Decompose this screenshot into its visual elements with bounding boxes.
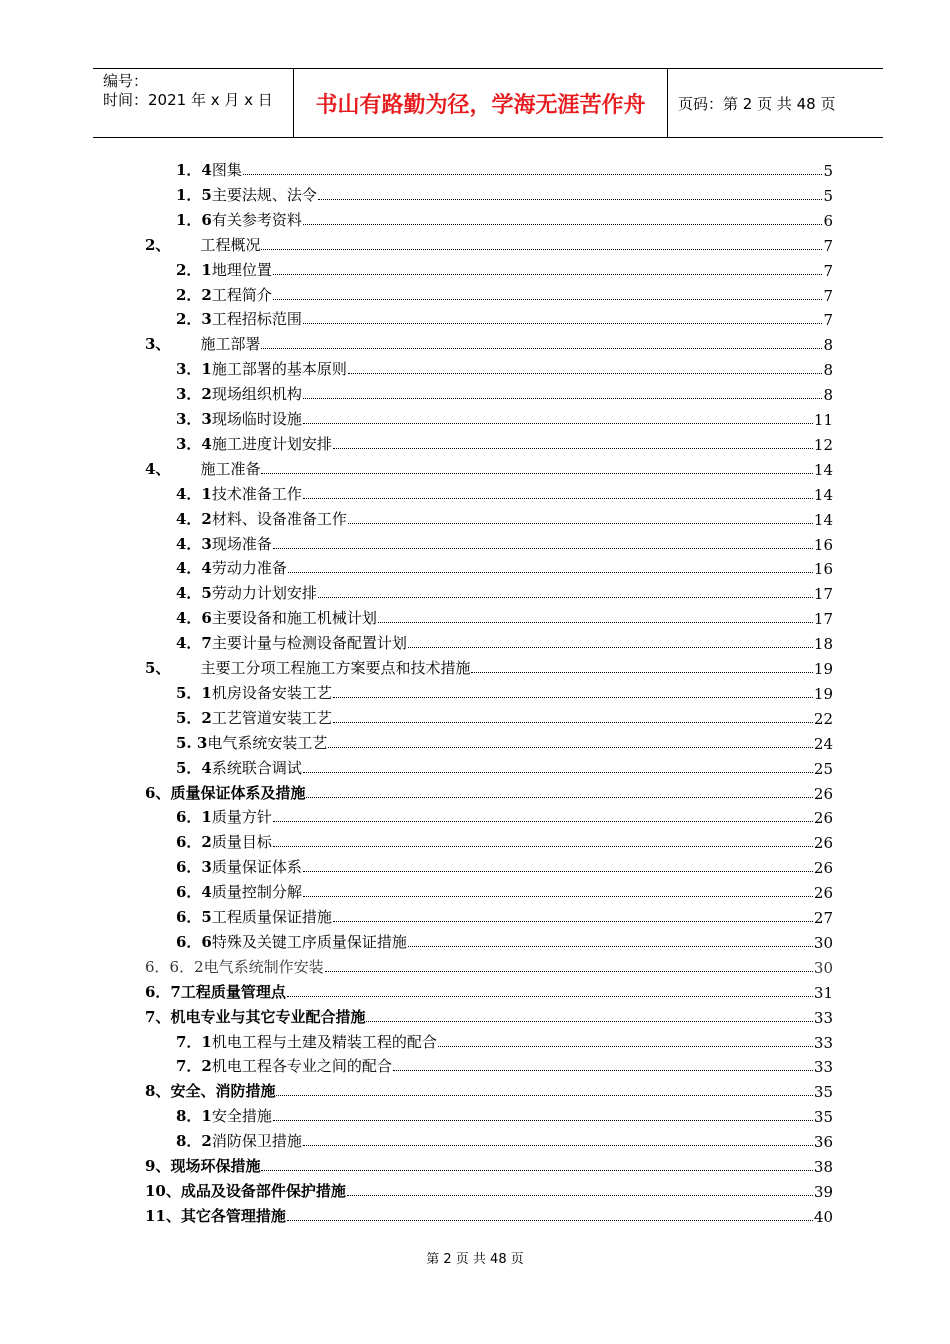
toc-entry-title: 现场环保措施 <box>170 1157 261 1175</box>
toc-entry[interactable] <box>145 1005 833 1027</box>
toc-entry-title: 主要工分项工程施工方案要点和技术措施 <box>200 659 471 677</box>
toc-entry-title: 质量保证体系 <box>211 858 302 877</box>
toc-entry-number: 5、 <box>145 659 171 677</box>
toc-leader-dots <box>303 398 823 399</box>
toc-entry-title: 质量目标 <box>211 833 272 852</box>
toc-entry[interactable] <box>145 781 833 803</box>
toc-entry-title: 地理位置 <box>211 260 272 279</box>
toc-entry-number: 4．5 <box>176 584 212 603</box>
toc-entry-number: 6．1 <box>176 808 212 827</box>
toc-entry-title: 系统联合调试 <box>211 758 302 777</box>
toc-entry-number: 9、 <box>145 1157 171 1175</box>
toc-entry[interactable] <box>176 855 833 877</box>
toc-entry-title: 现场组织机构 <box>211 385 302 404</box>
toc-entry-title: 劳动力准备 <box>211 559 287 578</box>
toc-leader-dots <box>303 323 823 324</box>
toc-page-number: 8 <box>823 336 833 355</box>
toc-entry-title: 主要计量与检测设备配置计划 <box>211 634 407 653</box>
toc-page-number: 12 <box>813 435 833 454</box>
toc-entry-title: 质量保证体系及措施 <box>170 783 306 802</box>
toc-entry-number: 3．1 <box>176 360 212 379</box>
toc-entry[interactable] <box>176 706 833 728</box>
toc-page-number: 11 <box>813 411 833 429</box>
toc-entry[interactable] <box>176 731 833 753</box>
toc-entry-number: 6．2 <box>176 833 212 852</box>
toc-page-number: 30 <box>813 958 833 977</box>
toc-entry-title: 其它各管理措施 <box>180 1206 286 1225</box>
toc-entry-title: 质量方针 <box>211 808 272 827</box>
toc-page-number: 19 <box>813 660 833 678</box>
toc-entry-title: 消防保卫措施 <box>211 1132 302 1151</box>
toc-leader-dots <box>333 722 813 723</box>
toc-entry-number: 1．4 <box>176 161 212 179</box>
toc-entry[interactable] <box>145 457 833 479</box>
toc-entry[interactable] <box>176 1129 833 1151</box>
toc-leader-dots <box>347 1195 813 1196</box>
toc-leader-dots <box>303 423 813 424</box>
toc-entry-title: 质量控制分解 <box>211 883 302 902</box>
toc-leader-dots <box>287 996 813 997</box>
toc-entry-number: 8．2 <box>176 1132 212 1151</box>
toc-leader-dots <box>393 1070 813 1071</box>
toc-page-number: 26 <box>813 809 833 828</box>
toc-leader-dots <box>261 249 822 250</box>
toc-page-number: 25 <box>813 759 833 778</box>
toc-entry-title: 安全、消防措施 <box>170 1082 276 1101</box>
toc-leader-dots <box>366 1021 812 1022</box>
toc-page-number: 26 <box>813 884 833 903</box>
toc-entry-number: 3．3 <box>176 410 212 428</box>
toc-entry[interactable] <box>176 880 833 902</box>
toc-entry-title: 安全措施 <box>211 1107 272 1126</box>
toc-entry[interactable] <box>176 905 833 927</box>
toc-entry-number: 6、 <box>145 783 171 802</box>
toc-leader-dots <box>348 373 823 374</box>
toc-leader-dots <box>306 797 812 798</box>
toc-leader-dots <box>438 1046 813 1047</box>
toc-entry[interactable] <box>176 307 833 329</box>
toc-entry[interactable] <box>176 581 833 603</box>
toc-entry-title: 施工部署 <box>200 335 261 354</box>
toc-entry-number: 4．4 <box>176 559 212 578</box>
toc-entry-number: 5．4 <box>176 758 212 777</box>
toc-entry[interactable] <box>176 756 833 778</box>
toc-entry-title: 电气系统制作安装 <box>203 957 324 976</box>
toc-leader-dots <box>273 821 813 822</box>
toc-entry-title: 机电工程与土建及精装工程的配合 <box>211 1032 437 1051</box>
toc-entry-number: 3．2 <box>176 385 212 404</box>
toc-page-number: 40 <box>813 1207 833 1226</box>
toc-page-number: 19 <box>813 684 833 703</box>
toc-entry[interactable] <box>145 1179 833 1201</box>
toc-entry[interactable] <box>176 1054 833 1076</box>
toc-entry[interactable] <box>176 631 833 653</box>
toc-entry[interactable] <box>145 955 833 977</box>
toc-entry-number: 7、 <box>145 1007 171 1026</box>
toc-entry-number: 4、 <box>145 459 171 478</box>
toc-entry-number: 6．4 <box>176 883 212 902</box>
toc-page-number: 16 <box>813 560 833 579</box>
toc-entry-number: 7．1 <box>176 1032 212 1051</box>
toc-entry-number: 3．4 <box>176 434 212 453</box>
toc-page-number: 16 <box>813 535 833 554</box>
toc-page-number: 36 <box>813 1133 833 1152</box>
toc-leader-dots <box>273 548 813 549</box>
toc-entry-number: 6．6．2 <box>145 957 204 976</box>
toc-entry-title: 特殊及关键工序质量保证措施 <box>211 932 407 951</box>
toc-page-number: 39 <box>813 1182 833 1201</box>
toc-leader-dots <box>303 871 813 872</box>
toc-page-number: 14 <box>813 510 833 529</box>
toc-entry-number: 11、 <box>145 1206 181 1225</box>
toc-page-number: 24 <box>813 734 833 753</box>
toc-entry-number: 8、 <box>145 1082 171 1101</box>
toc-leader-dots <box>287 1220 813 1221</box>
toc-leader-dots <box>471 672 812 673</box>
toc-leader-dots <box>273 1120 813 1121</box>
toc-page-number: 5 <box>823 162 833 180</box>
toc-entry-title: 施工进度计划安排 <box>211 434 332 453</box>
toc-entry-title: 材料、设备准备工作 <box>211 509 347 528</box>
toc-leader-dots <box>243 174 823 175</box>
toc-entry-title: 机电工程各专业之间的配合 <box>211 1057 392 1076</box>
toc-entry-number: 4．2 <box>176 509 212 528</box>
toc-leader-dots <box>276 1095 812 1096</box>
toc-page-number: 33 <box>813 1008 833 1027</box>
toc-entry-title: 工程质量管理点 <box>180 982 286 1001</box>
toc-entry-title: 施工准备 <box>200 459 261 478</box>
toc-leader-dots <box>318 199 823 200</box>
toc-entry[interactable] <box>145 1204 833 1226</box>
toc-page-number: 14 <box>813 485 833 504</box>
toc-entry[interactable] <box>176 606 833 628</box>
toc-leader-dots <box>303 498 813 499</box>
toc-entry[interactable] <box>176 556 833 578</box>
toc-entry-number: 6．6 <box>176 932 212 951</box>
toc-page-number: 5 <box>823 186 833 205</box>
toc-entry-number: 10、 <box>145 1181 181 1200</box>
toc-page-number: 17 <box>813 610 833 629</box>
toc-entry[interactable] <box>145 233 833 255</box>
toc-page-number: 26 <box>813 784 833 803</box>
toc-entry[interactable] <box>145 656 833 678</box>
toc-entry-number: 5．1 <box>176 683 212 702</box>
toc-leader-dots <box>328 747 813 748</box>
toc-page-number: 22 <box>813 709 833 728</box>
toc-entry-number: 3、 <box>145 335 171 354</box>
toc-page-number: 7 <box>823 236 833 255</box>
toc-leader-dots <box>273 299 823 300</box>
toc-leader-dots <box>303 1145 813 1146</box>
toc-entry[interactable] <box>176 532 833 554</box>
toc-page-number: 8 <box>823 361 833 380</box>
toc-entry-number: 4．1 <box>176 484 212 503</box>
toc-entry-number: 7．2 <box>176 1057 212 1076</box>
toc-page-number: 7 <box>823 286 833 305</box>
toc-entry-number: 2．2 <box>176 285 212 304</box>
toc-entry-number: 2．3 <box>176 310 212 329</box>
toc-entry-title: 劳动力计划安排 <box>211 584 317 603</box>
toc-entry-title: 施工部署的基本原则 <box>211 360 347 379</box>
toc-entry-number: 2、 <box>145 235 171 254</box>
toc-entry-title: 图集 <box>211 161 242 179</box>
toc-leader-dots <box>273 274 823 275</box>
toc-entry[interactable] <box>176 930 833 952</box>
toc-leader-dots <box>318 597 813 598</box>
toc-entry[interactable] <box>176 681 833 703</box>
toc-entry-number: 5. 3 <box>176 733 208 752</box>
toc-entry-title: 工程质量保证措施 <box>211 908 332 926</box>
toc-entry[interactable] <box>145 332 833 354</box>
toc-entry-title: 技术准备工作 <box>211 484 302 503</box>
toc-entry-number: 6．3 <box>176 858 212 877</box>
toc-page-number: 7 <box>823 311 833 330</box>
toc-page-number: 33 <box>813 1058 833 1077</box>
toc-page-number: 14 <box>813 460 833 479</box>
toc-entry[interactable] <box>176 482 833 504</box>
toc-entry-number: 6．7 <box>145 982 181 1001</box>
toc-entry-title: 现场临时设施 <box>211 410 302 428</box>
toc-leader-dots <box>333 448 813 449</box>
toc-leader-dots <box>325 971 813 972</box>
toc-entry-number: 1．6 <box>176 210 212 229</box>
toc-leader-dots <box>333 921 813 922</box>
toc-page-number: 31 <box>813 983 833 1002</box>
toc-page-number: 35 <box>813 1108 833 1127</box>
toc-leader-dots <box>288 572 813 573</box>
toc-leader-dots <box>303 224 823 225</box>
toc-entry[interactable] <box>176 432 833 454</box>
toc-entry-number: 1．5 <box>176 185 212 204</box>
header-page-info: 页码：第 2 页 共 48 页 <box>678 94 836 113</box>
toc-entry-title: 主要法规、法令 <box>211 185 317 204</box>
toc-leader-dots <box>408 647 813 648</box>
toc-page-number: 18 <box>813 635 833 654</box>
toc-entry[interactable] <box>176 382 833 404</box>
toc-page-number: 6 <box>823 211 833 230</box>
toc-leader-dots <box>303 772 813 773</box>
toc-entry[interactable] <box>176 407 833 429</box>
toc-entry-number: 8．1 <box>176 1107 212 1126</box>
toc-entry[interactable] <box>176 1030 833 1052</box>
toc-leader-dots <box>333 697 813 698</box>
toc-entry-title: 工程概况 <box>200 235 261 254</box>
toc-entry-title: 主要设备和施工机械计划 <box>211 609 377 628</box>
toc-entry-title: 现场准备 <box>211 534 272 553</box>
toc-entry[interactable] <box>145 1079 833 1101</box>
toc-page-number: 17 <box>813 585 833 604</box>
toc-entry[interactable] <box>176 1104 833 1126</box>
toc-page-number: 7 <box>823 261 833 280</box>
time-label: 时间：2021 年 x 月 x 日 <box>103 91 273 109</box>
header-motto: 书山有路勤为径，学海无涯苦作舟 <box>294 69 668 137</box>
toc-entry-title: 机房设备安装工艺 <box>211 683 332 702</box>
toc-leader-dots <box>348 523 813 524</box>
toc-leader-dots <box>378 622 813 623</box>
toc-entry[interactable] <box>176 283 833 305</box>
page-header <box>93 68 883 138</box>
serial-label: 编号： <box>103 72 149 90</box>
toc-entry-number: 5．2 <box>176 708 212 727</box>
toc-leader-dots <box>408 946 813 947</box>
toc-entry[interactable] <box>145 980 833 1002</box>
toc-entry-title: 成品及设备部件保护措施 <box>180 1181 346 1200</box>
toc-entry-title: 工程招标范围 <box>211 310 302 329</box>
toc-entry[interactable] <box>145 1154 833 1176</box>
toc-entry-number: 4．6 <box>176 609 212 628</box>
toc-leader-dots <box>261 348 822 349</box>
toc-entry-title: 电气系统安装工艺 <box>207 733 328 752</box>
toc-entry[interactable] <box>176 357 833 379</box>
toc-leader-dots <box>303 896 813 897</box>
toc-page-number: 26 <box>813 859 833 878</box>
toc-leader-dots <box>261 1170 812 1171</box>
header-left-cell <box>93 69 294 137</box>
toc-page-number: 38 <box>813 1158 833 1176</box>
toc-entry-title: 机电专业与其它专业配合措施 <box>170 1007 366 1026</box>
toc-entry[interactable] <box>176 830 833 852</box>
toc-leader-dots <box>261 473 812 474</box>
toc-entry-title: 工程简介 <box>211 285 272 304</box>
page-footer: 第 2 页 共 48 页 <box>426 1252 524 1267</box>
toc-page-number: 30 <box>813 933 833 952</box>
toc-page-number: 26 <box>813 834 833 853</box>
toc-entry-number: 2．1 <box>176 260 212 279</box>
toc-entry-title: 工艺管道安装工艺 <box>211 708 332 727</box>
toc-entry-number: 4．3 <box>176 534 212 553</box>
toc-entry-title: 有关参考资料 <box>211 210 302 229</box>
toc-entry[interactable] <box>176 158 833 180</box>
toc-entry-number: 6．5 <box>176 908 212 926</box>
toc-entry[interactable] <box>176 208 833 230</box>
toc-entry[interactable] <box>176 507 833 529</box>
toc-page-number: 33 <box>813 1033 833 1052</box>
toc-page-number: 27 <box>813 909 833 927</box>
toc-page-number: 35 <box>813 1083 833 1102</box>
toc-entry[interactable] <box>176 805 833 827</box>
toc-page-number: 8 <box>823 386 833 405</box>
toc-entry-number: 4．7 <box>176 634 212 653</box>
toc-entry[interactable] <box>176 183 833 205</box>
toc-entry[interactable] <box>176 258 833 280</box>
toc-leader-dots <box>273 846 813 847</box>
